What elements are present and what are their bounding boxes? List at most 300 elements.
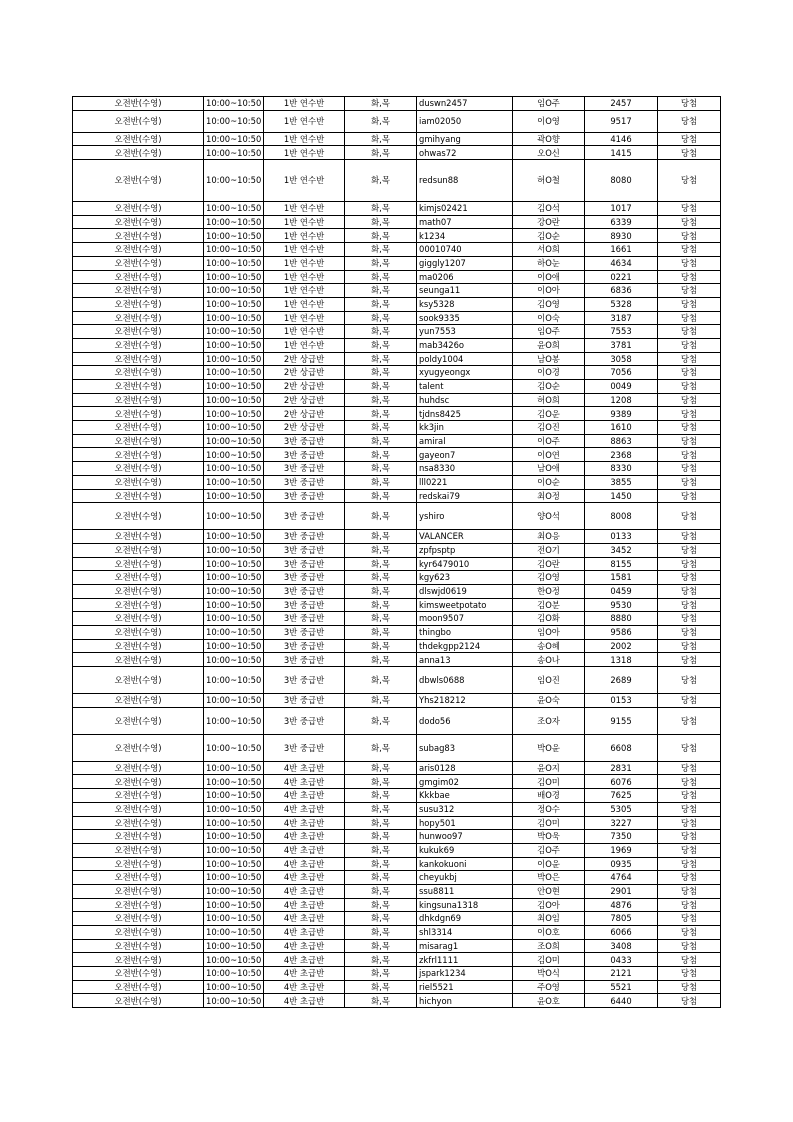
name-cell: 김O화	[513, 612, 585, 626]
name-cell: 배O경	[513, 789, 585, 803]
table-row	[73, 202, 721, 216]
result-cell: 당첨	[658, 761, 721, 775]
time-cell: 10:00~10:50	[204, 393, 264, 407]
class-cell: 1반 연수반	[264, 325, 345, 339]
class-cell: 1반 연수반	[264, 229, 345, 243]
table-row	[73, 338, 721, 352]
class-cell: 1반 연수반	[264, 132, 345, 146]
user-id-cell: susu312	[417, 802, 513, 816]
name-cell: 오O신	[513, 146, 585, 160]
name-cell: 서O희	[513, 243, 585, 257]
session-cell: 오전반(수영)	[73, 557, 204, 571]
session-cell: 오전반(수영)	[73, 871, 204, 885]
number-cell: 5521	[585, 980, 658, 994]
session-cell: 오전반(수영)	[73, 434, 204, 448]
table-row	[73, 543, 721, 557]
table-row	[73, 761, 721, 775]
days-cell: 화,목	[345, 884, 417, 898]
user-id-cell: moon9507	[417, 612, 513, 626]
session-cell: 오전반(수영)	[73, 243, 204, 257]
name-cell: 정O수	[513, 802, 585, 816]
table-row	[73, 462, 721, 476]
days-cell: 화,목	[345, 256, 417, 270]
result-cell: 당첨	[658, 146, 721, 160]
name-cell: 남O봉	[513, 352, 585, 366]
user-id-cell: thdekgpp2124	[417, 639, 513, 653]
user-id-cell: huhdsc	[417, 393, 513, 407]
table-row	[73, 707, 721, 734]
number-cell: 8155	[585, 557, 658, 571]
time-cell: 10:00~10:50	[204, 667, 264, 694]
number-cell: 2457	[585, 97, 658, 111]
class-cell: 2반 상급반	[264, 421, 345, 435]
user-id-cell: misarag1	[417, 939, 513, 953]
time-cell: 10:00~10:50	[204, 639, 264, 653]
result-cell: 당첨	[658, 994, 721, 1008]
class-cell: 1반 연수반	[264, 243, 345, 257]
table-row	[73, 421, 721, 435]
days-cell: 화,목	[345, 612, 417, 626]
name-cell: 이O연	[513, 448, 585, 462]
days-cell: 화,목	[345, 994, 417, 1008]
session-cell: 오전반(수영)	[73, 530, 204, 544]
class-cell: 3반 중급반	[264, 667, 345, 694]
time-cell: 10:00~10:50	[204, 626, 264, 640]
days-cell: 화,목	[345, 462, 417, 476]
class-cell: 3반 중급반	[264, 530, 345, 544]
number-cell: 7625	[585, 789, 658, 803]
table-row	[73, 912, 721, 926]
table-row	[73, 325, 721, 339]
number-cell: 2121	[585, 967, 658, 981]
user-id-cell: k1234	[417, 229, 513, 243]
name-cell: 강O란	[513, 215, 585, 229]
time-cell: 10:00~10:50	[204, 243, 264, 257]
name-cell: 송O나	[513, 653, 585, 667]
class-cell: 1반 연수반	[264, 256, 345, 270]
days-cell: 화,목	[345, 802, 417, 816]
number-cell: 6440	[585, 994, 658, 1008]
user-id-cell: 00010740	[417, 243, 513, 257]
number-cell: 6066	[585, 926, 658, 940]
time-cell: 10:00~10:50	[204, 898, 264, 912]
days-cell: 화,목	[345, 146, 417, 160]
table-row	[73, 146, 721, 160]
result-cell: 당첨	[658, 393, 721, 407]
days-cell: 화,목	[345, 939, 417, 953]
class-cell: 4반 초급반	[264, 761, 345, 775]
class-cell: 4반 초급반	[264, 967, 345, 981]
class-cell: 4반 초급반	[264, 926, 345, 940]
days-cell: 화,목	[345, 653, 417, 667]
name-cell: 김O진	[513, 421, 585, 435]
class-cell: 2반 상급반	[264, 407, 345, 421]
session-cell: 오전반(수영)	[73, 626, 204, 640]
user-id-cell: kankokuoni	[417, 857, 513, 871]
name-cell: 김O석	[513, 202, 585, 216]
name-cell: 김O주	[513, 843, 585, 857]
number-cell: 1208	[585, 393, 658, 407]
session-cell: 오전반(수영)	[73, 789, 204, 803]
days-cell: 화,목	[345, 434, 417, 448]
name-cell: 이O경	[513, 366, 585, 380]
time-cell: 10:00~10:50	[204, 761, 264, 775]
user-id-cell: aris0128	[417, 761, 513, 775]
session-cell: 오전반(수영)	[73, 448, 204, 462]
name-cell: 김O순	[513, 229, 585, 243]
days-cell: 화,목	[345, 816, 417, 830]
result-cell: 당첨	[658, 338, 721, 352]
class-cell: 3반 중급반	[264, 557, 345, 571]
name-cell: 이O영	[513, 110, 585, 132]
table-row	[73, 530, 721, 544]
result-cell: 당첨	[658, 352, 721, 366]
class-cell: 3반 중급반	[264, 543, 345, 557]
class-cell: 3반 중급반	[264, 434, 345, 448]
session-cell: 오전반(수영)	[73, 694, 204, 708]
class-cell: 3반 중급반	[264, 489, 345, 503]
class-cell: 3반 중급반	[264, 639, 345, 653]
session-cell: 오전반(수영)	[73, 816, 204, 830]
class-cell: 3반 중급반	[264, 598, 345, 612]
days-cell: 화,목	[345, 830, 417, 844]
table-row	[73, 980, 721, 994]
result-cell: 당첨	[658, 639, 721, 653]
session-cell: 오전반(수영)	[73, 543, 204, 557]
table-row	[73, 434, 721, 448]
class-cell: 4반 초급반	[264, 912, 345, 926]
class-cell: 2반 상급반	[264, 393, 345, 407]
table-row	[73, 926, 721, 940]
result-cell: 당첨	[658, 530, 721, 544]
number-cell: 4764	[585, 871, 658, 885]
result-cell: 당첨	[658, 694, 721, 708]
time-cell: 10:00~10:50	[204, 912, 264, 926]
session-cell: 오전반(수영)	[73, 857, 204, 871]
result-cell: 당첨	[658, 626, 721, 640]
session-cell: 오전반(수영)	[73, 338, 204, 352]
days-cell: 화,목	[345, 311, 417, 325]
session-cell: 오전반(수영)	[73, 707, 204, 734]
class-cell: 4반 초급반	[264, 789, 345, 803]
time-cell: 10:00~10:50	[204, 160, 264, 202]
session-cell: 오전반(수영)	[73, 926, 204, 940]
result-cell: 당첨	[658, 311, 721, 325]
days-cell: 화,목	[345, 270, 417, 284]
name-cell: 이O숙	[513, 311, 585, 325]
time-cell: 10:00~10:50	[204, 503, 264, 530]
session-cell: 오전반(수영)	[73, 270, 204, 284]
table-row	[73, 475, 721, 489]
user-id-cell: ksy5328	[417, 297, 513, 311]
days-cell: 화,목	[345, 543, 417, 557]
class-cell: 4반 초급반	[264, 802, 345, 816]
time-cell: 10:00~10:50	[204, 256, 264, 270]
user-id-cell: shl3314	[417, 926, 513, 940]
class-cell: 1반 연수반	[264, 146, 345, 160]
table-row	[73, 571, 721, 585]
session-cell: 오전반(수영)	[73, 256, 204, 270]
time-cell: 10:00~10:50	[204, 612, 264, 626]
time-cell: 10:00~10:50	[204, 830, 264, 844]
session-cell: 오전반(수영)	[73, 393, 204, 407]
days-cell: 화,목	[345, 912, 417, 926]
result-cell: 당첨	[658, 584, 721, 598]
result-cell: 당첨	[658, 857, 721, 871]
session-cell: 오전반(수영)	[73, 802, 204, 816]
user-id-cell: kyr6479010	[417, 557, 513, 571]
result-cell: 당첨	[658, 571, 721, 585]
table-row	[73, 967, 721, 981]
user-id-cell: yshiro	[417, 503, 513, 530]
user-id-cell: kk3jin	[417, 421, 513, 435]
class-cell: 4반 초급반	[264, 994, 345, 1008]
time-cell: 10:00~10:50	[204, 229, 264, 243]
user-id-cell: dodo56	[417, 707, 513, 734]
session-cell: 오전반(수영)	[73, 994, 204, 1008]
class-cell: 4반 초급반	[264, 843, 345, 857]
user-id-cell: amiral	[417, 434, 513, 448]
name-cell: 안O현	[513, 884, 585, 898]
user-id-cell: ma0206	[417, 270, 513, 284]
result-cell: 당첨	[658, 912, 721, 926]
name-cell: 박O식	[513, 967, 585, 981]
user-id-cell: hunwoo97	[417, 830, 513, 844]
name-cell: 곽O향	[513, 132, 585, 146]
user-id-cell: zkfrl1111	[417, 953, 513, 967]
user-id-cell: ohwas72	[417, 146, 513, 160]
days-cell: 화,목	[345, 967, 417, 981]
class-cell: 3반 중급반	[264, 503, 345, 530]
class-cell: 4반 초급반	[264, 898, 345, 912]
result-cell: 당첨	[658, 489, 721, 503]
session-cell: 오전반(수영)	[73, 132, 204, 146]
days-cell: 화,목	[345, 110, 417, 132]
result-cell: 당첨	[658, 434, 721, 448]
time-cell: 10:00~10:50	[204, 325, 264, 339]
result-cell: 당첨	[658, 939, 721, 953]
name-cell: 허O희	[513, 393, 585, 407]
time-cell: 10:00~10:50	[204, 871, 264, 885]
days-cell: 화,목	[345, 980, 417, 994]
number-cell: 8080	[585, 160, 658, 202]
time-cell: 10:00~10:50	[204, 530, 264, 544]
time-cell: 10:00~10:50	[204, 694, 264, 708]
user-id-cell: mab3426o	[417, 338, 513, 352]
result-cell: 당첨	[658, 462, 721, 476]
name-cell: 박O욱	[513, 830, 585, 844]
class-cell: 3반 중급반	[264, 653, 345, 667]
table-row	[73, 953, 721, 967]
days-cell: 화,목	[345, 530, 417, 544]
number-cell: 4876	[585, 898, 658, 912]
session-cell: 오전반(수영)	[73, 612, 204, 626]
time-cell: 10:00~10:50	[204, 421, 264, 435]
number-cell: 0049	[585, 380, 658, 394]
time-cell: 10:00~10:50	[204, 816, 264, 830]
number-cell: 8008	[585, 503, 658, 530]
number-cell: 6836	[585, 284, 658, 298]
result-cell: 당첨	[658, 256, 721, 270]
class-cell: 1반 연수반	[264, 311, 345, 325]
number-cell: 1415	[585, 146, 658, 160]
time-cell: 10:00~10:50	[204, 994, 264, 1008]
class-cell: 3반 중급반	[264, 571, 345, 585]
class-cell: 4반 초급반	[264, 939, 345, 953]
user-id-cell: zpfpsptp	[417, 543, 513, 557]
result-cell: 당첨	[658, 229, 721, 243]
lottery-results-table	[72, 96, 721, 1008]
table-row	[73, 243, 721, 257]
session-cell: 오전반(수영)	[73, 761, 204, 775]
time-cell: 10:00~10:50	[204, 802, 264, 816]
name-cell: 이O아	[513, 284, 585, 298]
table-row	[73, 830, 721, 844]
days-cell: 화,목	[345, 857, 417, 871]
table-row	[73, 366, 721, 380]
time-cell: 10:00~10:50	[204, 202, 264, 216]
session-cell: 오전반(수영)	[73, 503, 204, 530]
user-id-cell: talent	[417, 380, 513, 394]
time-cell: 10:00~10:50	[204, 653, 264, 667]
class-cell: 4반 초급반	[264, 857, 345, 871]
session-cell: 오전반(수영)	[73, 407, 204, 421]
number-cell: 7805	[585, 912, 658, 926]
number-cell: 3187	[585, 311, 658, 325]
user-id-cell: gmgim02	[417, 775, 513, 789]
time-cell: 10:00~10:50	[204, 380, 264, 394]
number-cell: 1017	[585, 202, 658, 216]
name-cell: 최O응	[513, 530, 585, 544]
table-row	[73, 110, 721, 132]
name-cell: 이O윤	[513, 857, 585, 871]
time-cell: 10:00~10:50	[204, 311, 264, 325]
time-cell: 10:00~10:50	[204, 448, 264, 462]
number-cell: 2368	[585, 448, 658, 462]
time-cell: 10:00~10:50	[204, 475, 264, 489]
result-cell: 당첨	[658, 898, 721, 912]
table-row	[73, 393, 721, 407]
user-id-cell: riel5521	[417, 980, 513, 994]
result-cell: 당첨	[658, 980, 721, 994]
days-cell: 화,목	[345, 898, 417, 912]
class-cell: 1반 연수반	[264, 270, 345, 284]
result-cell: 당첨	[658, 110, 721, 132]
session-cell: 오전반(수영)	[73, 939, 204, 953]
number-cell: 1610	[585, 421, 658, 435]
number-cell: 8930	[585, 229, 658, 243]
user-id-cell: giggly1207	[417, 256, 513, 270]
user-id-cell: kukuk69	[417, 843, 513, 857]
class-cell: 3반 중급반	[264, 694, 345, 708]
table-row	[73, 775, 721, 789]
number-cell: 3452	[585, 543, 658, 557]
time-cell: 10:00~10:50	[204, 584, 264, 598]
time-cell: 10:00~10:50	[204, 297, 264, 311]
session-cell: 오전반(수영)	[73, 146, 204, 160]
time-cell: 10:00~10:50	[204, 270, 264, 284]
number-cell: 7350	[585, 830, 658, 844]
session-cell: 오전반(수영)	[73, 297, 204, 311]
table-row	[73, 352, 721, 366]
time-cell: 10:00~10:50	[204, 953, 264, 967]
result-cell: 당첨	[658, 380, 721, 394]
name-cell: 박O윤	[513, 734, 585, 761]
name-cell: 김O미	[513, 775, 585, 789]
time-cell: 10:00~10:50	[204, 366, 264, 380]
result-cell: 당첨	[658, 802, 721, 816]
class-cell: 3반 중급반	[264, 707, 345, 734]
user-id-cell: yun7553	[417, 325, 513, 339]
class-cell: 1반 연수반	[264, 215, 345, 229]
time-cell: 10:00~10:50	[204, 407, 264, 421]
days-cell: 화,목	[345, 843, 417, 857]
days-cell: 화,목	[345, 761, 417, 775]
number-cell: 0433	[585, 953, 658, 967]
number-cell: 7553	[585, 325, 658, 339]
session-cell: 오전반(수영)	[73, 311, 204, 325]
session-cell: 오전반(수영)	[73, 639, 204, 653]
table-row	[73, 734, 721, 761]
days-cell: 화,목	[345, 734, 417, 761]
name-cell: 김O운	[513, 407, 585, 421]
table-row	[73, 871, 721, 885]
time-cell: 10:00~10:50	[204, 775, 264, 789]
table-row	[73, 994, 721, 1008]
time-cell: 10:00~10:50	[204, 97, 264, 111]
session-cell: 오전반(수영)	[73, 734, 204, 761]
name-cell: 임O주	[513, 97, 585, 111]
result-cell: 당첨	[658, 132, 721, 146]
name-cell: 최O정	[513, 489, 585, 503]
table-row	[73, 284, 721, 298]
session-cell: 오전반(수영)	[73, 843, 204, 857]
session-cell: 오전반(수영)	[73, 489, 204, 503]
table-row	[73, 694, 721, 708]
name-cell: 양O석	[513, 503, 585, 530]
number-cell: 5328	[585, 297, 658, 311]
user-id-cell: Yhs218212	[417, 694, 513, 708]
session-cell: 오전반(수영)	[73, 884, 204, 898]
name-cell: 이O주	[513, 434, 585, 448]
number-cell: 1969	[585, 843, 658, 857]
session-cell: 오전반(수영)	[73, 97, 204, 111]
days-cell: 화,목	[345, 215, 417, 229]
result-cell: 당첨	[658, 325, 721, 339]
table-row	[73, 489, 721, 503]
number-cell: 9517	[585, 110, 658, 132]
result-cell: 당첨	[658, 830, 721, 844]
session-cell: 오전반(수영)	[73, 380, 204, 394]
time-cell: 10:00~10:50	[204, 284, 264, 298]
number-cell: 4146	[585, 132, 658, 146]
session-cell: 오전반(수영)	[73, 598, 204, 612]
name-cell: 박O은	[513, 871, 585, 885]
number-cell: 3408	[585, 939, 658, 953]
session-cell: 오전반(수영)	[73, 667, 204, 694]
class-cell: 4반 초급반	[264, 775, 345, 789]
time-cell: 10:00~10:50	[204, 857, 264, 871]
table-row	[73, 160, 721, 202]
user-id-cell: VALANCER	[417, 530, 513, 544]
table-row	[73, 132, 721, 146]
class-cell: 4반 초급반	[264, 871, 345, 885]
number-cell: 8863	[585, 434, 658, 448]
days-cell: 화,목	[345, 229, 417, 243]
days-cell: 화,목	[345, 421, 417, 435]
class-cell: 1반 연수반	[264, 202, 345, 216]
user-id-cell: dlswjd0619	[417, 584, 513, 598]
